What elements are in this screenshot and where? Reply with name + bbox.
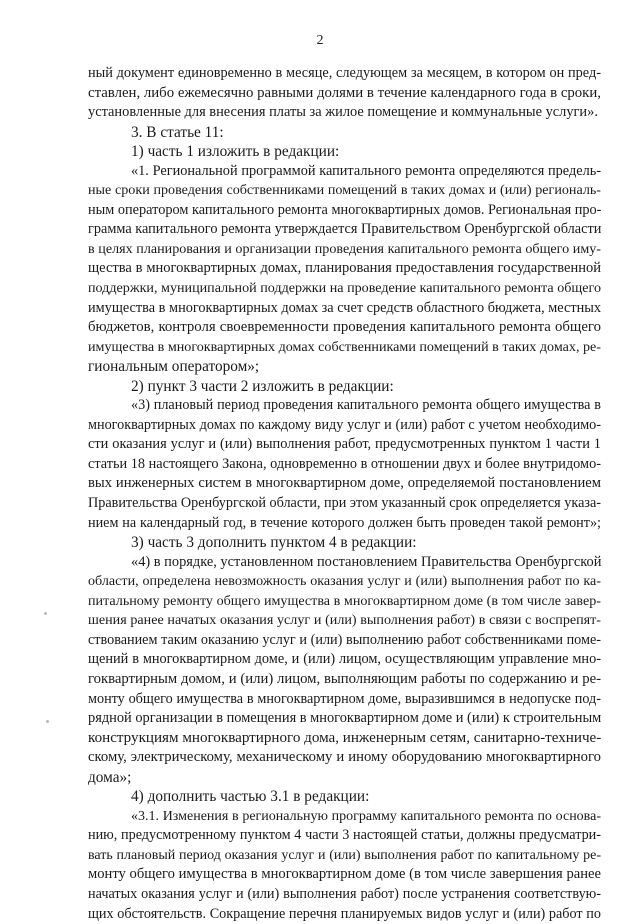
text-line: дома»; [88, 768, 132, 786]
text-line: грамма капитального ремонта утверждается Правительством Оренбургской области [88, 221, 602, 238]
text-line: нием на календарный год, в течение которого должен быть проведен такой ремонт»; [88, 514, 601, 531]
text-line: области, определена невозможность оказания услуг и (или) выполнения работ по ка- [88, 573, 601, 590]
text-line: нию, предусмотренному пунктом 4 части 3 настоящей статьи, должны предусматри- [88, 827, 601, 844]
text-line: гиональным оператором»; [88, 358, 260, 376]
text-line: «1. Региональной программой капитального ремонта определяются предель- [131, 162, 601, 179]
text-line: вать плановый период оказания услуг и (или) выполнения работ по капитальному ре- [88, 847, 601, 863]
text-line: 1) часть 1 изложить в редакции: [131, 143, 340, 161]
text-line: щений в многоквартирном доме, и (или) лицом, осуществляющим управление мно- [88, 651, 601, 668]
text-line: имущества в многоквартирных домах собственниками помещений в таких домах, ре- [88, 338, 601, 355]
text-line: вых инженерных систем в многоквартирном доме, определяемой постановлением [88, 475, 601, 492]
text-line: гоквартирным домом, и (или) лицом, выполняющим работы по содержанию и ре- [88, 670, 601, 687]
page-number: 2 [316, 33, 324, 48]
text-line: монту общего имущества в многоквартирном доме (в том числе завершения ранее [88, 866, 601, 883]
text-line: монту общего имущества в многоквартирном доме, выразившимся в недопуске под- [88, 690, 601, 707]
text-line: «3.1. Изменения в региональную программу капитального ремонта по основа- [131, 808, 601, 824]
text-line: многоквартирных домах по каждому виду услуг и (или) работ с учетом необходимо- [88, 416, 601, 433]
text-line: конструкциям многоквартирного дома, инженерным сетям, санитарно-техниче- [88, 729, 602, 746]
scan-dot [44, 612, 47, 615]
text-line: 3. В статье 11: [131, 123, 224, 141]
text-line: статьи 18 настоящего Закона, одновременно в отношении двух и более внутридомо- [88, 455, 601, 472]
text-line: бюджетов, контроля своевременности проведения капитального ремонта общего [88, 319, 601, 336]
text-line: 4) дополнить частью 3.1 в редакции: [131, 788, 370, 806]
text-line: в целях планирования и организации проведения капитального ремонта общего иму- [88, 240, 601, 257]
text-line: 3) часть 3 дополнить пунктом 4 в редакции: [131, 534, 417, 552]
text-line: начатых оказания услуг и (или) выполнения работ) после устранения соответствую- [88, 885, 601, 902]
text-line: ставлен, либо ежемесячно равными долями в течение календарного года в сроки, [88, 84, 601, 101]
text-line: шения ранее начатых оказания услуг и (или) выполнения работ) в связи с воспрепят- [88, 612, 601, 629]
text-line: имущества в многоквартирных домах за счет средств областного бюджета, местных [88, 299, 601, 316]
text-line: сти оказания услуг и (или) выполнения работ, предусмотренных пунктом 1 части 1 [88, 436, 601, 453]
scan-dot [46, 720, 49, 723]
text-line: «3) плановый период проведения капитального ремонта общего имущества в [131, 397, 601, 414]
text-line: рядной организации в помещения в многоквартирном доме и (или) к строительным [88, 710, 602, 727]
text-line: установленные для внесения платы за жилое помещение и коммунальные услуги». [88, 104, 598, 121]
text-line: Правительства Оренбургской области, при этом указанный срок определяется указа- [88, 495, 601, 512]
text-line: скому, электрическому, механическому и иному оборудованию многоквартирного [88, 749, 601, 766]
text-line: ные сроки проведения собственниками помещений в таких домах и (или) региональ- [88, 182, 601, 199]
document-body [88, 64, 601, 924]
text-line: 2) пункт 3 части 2 изложить в редакции: [131, 377, 394, 395]
text-line: щества в многоквартирных домах, планирования предоставления государственной [88, 260, 601, 277]
text-line: «4) в порядке, установленном постановлением Правительства Оренбургской [131, 553, 602, 570]
text-line: ным оператором капитального ремонта многоквартирных домов. Региональная про- [88, 201, 602, 218]
text-line: поддержки, муниципальной поддержки на проведение капитального ремонта общего [88, 280, 601, 297]
text-line: щих обстоятельств. Сокращение перечня планируемых видов услуг и (или) работ по [88, 905, 601, 922]
text-line: ствованием таким оказанию услуг и (или) выполнению работ собственниками поме- [88, 631, 601, 648]
text-line: питальному ремонту общего имущества в многоквартирном доме (в том числе завер- [88, 592, 601, 609]
text-line: ный документ единовременно в месяце, следующем за месяцем, в котором он пред- [88, 65, 601, 81]
